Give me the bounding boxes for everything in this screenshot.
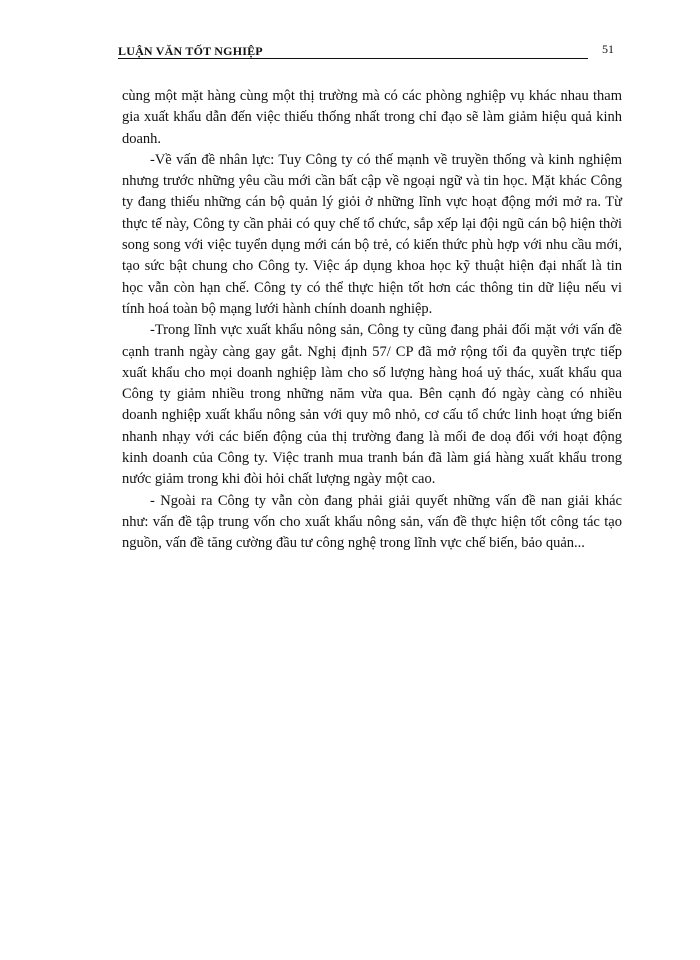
page-number: 51 <box>602 42 614 56</box>
header-rule <box>118 58 588 59</box>
paragraph-competition: -Trong lĩnh vực xuất khẩu nông sản, Công ty cũng đang phải đối mặt với vấn đề cạnh tranh ngày càng gay gắt. Nghị định 57/ CP đã mở rộng tối đa quyền trực tiếp xuất khẩu cho mọi doanh nghiệp làm cho số lượng hàng hoá uỷ thác, xuất khẩu qua Công ty giảm nhiều trong những năm vừa qua. Bên cạnh đó ngày càng có nhiều doanh nghiệp xuất khẩu nông sản với quy mô nhỏ, cơ cấu tổ chức linh hoạt ứng biến nhanh nhạy với các biến động của thị trường đang là mối đe doạ đối với hoạt động kinh doanh của Công ty. Việc tranh mua tranh bán đã làm giá hàng xuất khẩu trong nước giảm trong khi đòi hỏi chất lượng ngày một cao. <box>122 322 622 488</box>
paragraph-human-resources: -Về vấn đề nhân lực: Tuy Công ty có thế mạnh về truyền thống và kinh nghiệm nhưng trước những yêu cầu mới cần bất cập về ngoại ngữ và tin học. Mặt khác Công ty đang thiếu những cán bộ quản lý giỏi ở những lĩnh vực hoạt động mới mở ra. Từ thực tế này, Công ty cần phải có quy chế tổ chức, sắp xếp lại đội ngũ cán bộ hiện thời song song với việc tuyển dụng mới cán bộ trẻ, có kiến thức phù hợp với nhu cầu mới, tạo sức bật chung cho Công ty. Việc áp dụng khoa học kỹ thuật hiện đại nhất là tin học vẫn còn hạn chế. Công ty có thể thực hiện tốt hơn các thông tin dữ liệu nếu vi tính hoá toàn bộ mạng lưới hành chính doanh nghiệp. <box>122 151 622 317</box>
header-title: LUẬN VĂN TỐT NGHIỆP <box>118 44 263 58</box>
page-header <box>118 42 614 62</box>
paragraph-continuation: cùng một mặt hàng cùng một thị trường mà có các phòng nghiệp vụ khác nhau tham gia xuất khẩu dẫn đến việc thiếu thống nhất trong chỉ đạo sẽ làm giảm hiệu quả kinh doanh. <box>122 88 622 147</box>
body-text <box>122 86 622 555</box>
paragraph-other-issues: - Ngoài ra Công ty vẫn còn đang phải giải quyết những vấn đề nan giải khác như: vấn đề tập trung vốn cho xuất khẩu nông sản, vấn đề thực hiện tốt công tác tạo nguồn, vấn đề tăng cường đầu tư công nghệ trong lĩnh vực chế biến, bảo quản... <box>122 492 622 552</box>
